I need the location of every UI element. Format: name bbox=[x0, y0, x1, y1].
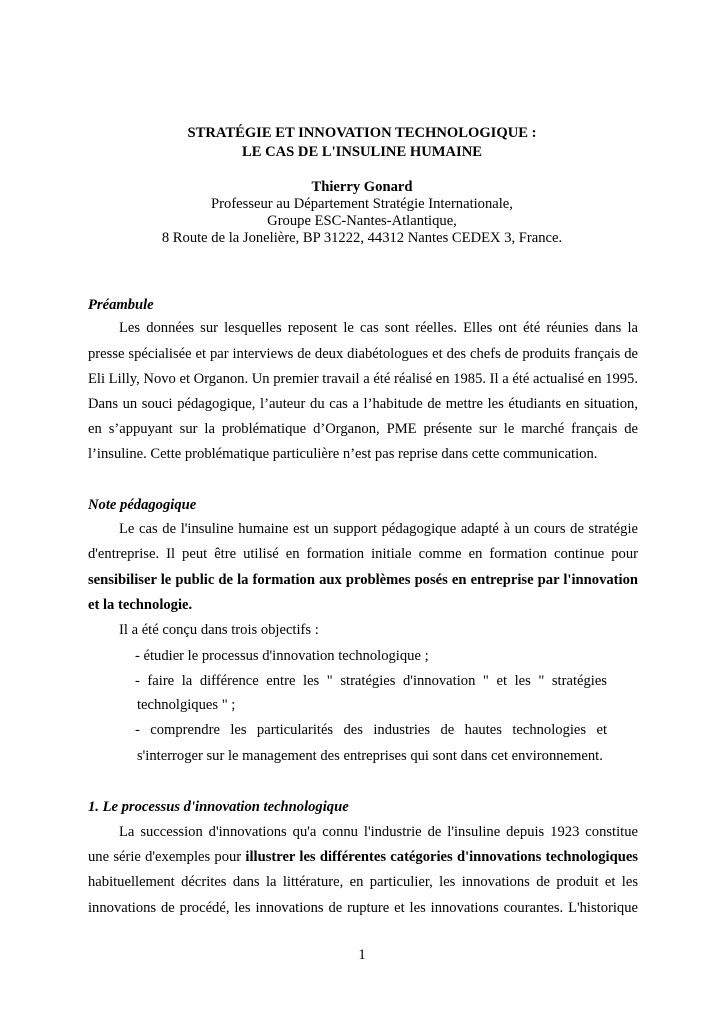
objective-item-continuation: technolgiques " ; bbox=[137, 697, 236, 713]
title-line-2: LE CAS DE L'INSULINE HUMAINE bbox=[241, 144, 483, 160]
affiliation-line-1: Professeur au Département Stratégie Internationale, bbox=[211, 196, 513, 212]
note-line-bold: et la technologie. bbox=[88, 597, 193, 613]
section-1-line: habituellement décrites dans la littérature, en particulier, les innovations de produit et les bbox=[88, 874, 638, 890]
section-1-heading: 1. Le processus d'innovation technologique bbox=[88, 799, 349, 815]
section-1-line: La succession d'innovations qu'a connu l'industrie de l'insuline depuis 1923 constitue bbox=[119, 824, 638, 840]
note-line-bold: sensibiliser le public de la formation aux problèmes posés en entreprise par l'innovation bbox=[88, 572, 638, 588]
preambule-line: presse spécialisée et par interviews de deux diabétologues et des chefs de produits français de bbox=[88, 346, 638, 362]
preambule-line: l’insuline. Cette problématique particulière n’est pas reprise dans cette communication. bbox=[88, 446, 598, 462]
note-line: Le cas de l'insuline humaine est un support pédagogique adapté à un cours de stratégie bbox=[119, 521, 638, 537]
preambule-line: en s’appuyant sur la problématique d’Organon, PME présente sur le marché français de bbox=[88, 421, 638, 437]
note-heading: Note pédagogique bbox=[88, 497, 197, 513]
note-objectives-intro: Il a été conçu dans trois objectifs : bbox=[119, 622, 319, 638]
section-1-line-bold-part: illustrer les différentes catégories d'innovations technologiques bbox=[245, 849, 638, 865]
preambule-heading: Préambule bbox=[88, 297, 154, 313]
affiliation-line-2: Groupe ESC-Nantes-Atlantique, bbox=[267, 213, 457, 229]
title-line-1: STRATÉGIE ET INNOVATION TECHNOLOGIQUE : bbox=[187, 125, 537, 141]
page-number: 1 bbox=[358, 947, 366, 963]
objective-item-continuation: s'interroger sur le management des entreprises qui sont dans cet environnement. bbox=[137, 748, 603, 764]
note-line: d'entreprise. Il peut être utilisé en formation initiale comme en formation continue pour bbox=[88, 546, 638, 562]
objective-item: - comprendre les particularités des industries de hautes technologies et bbox=[135, 722, 607, 738]
author-name: Thierry Gonard bbox=[311, 179, 413, 195]
preambule-line: Eli Lilly, Novo et Organon. Un premier travail a été réalisé en 1985. Il a été actualisé en 1995. bbox=[88, 371, 638, 387]
address-line: 8 Route de la Jonelière, BP 31222, 44312 Nantes CEDEX 3, France. bbox=[161, 230, 563, 246]
objective-item: - étudier le processus d'innovation technologique ; bbox=[135, 648, 429, 664]
objective-item: - faire la différence entre les " stratégies d'innovation " et les " stratégies bbox=[135, 673, 607, 689]
section-1-line-mixed bbox=[88, 849, 638, 866]
preambule-line: Dans un souci pédagogique, l’auteur du cas a l’habitude de mettre les étudiants en situation, bbox=[88, 396, 638, 412]
section-1-line-plain-part: une série d'exemples pour bbox=[88, 849, 246, 865]
preambule-line: Les données sur lesquelles reposent le cas sont réelles. Elles ont été réunies dans la bbox=[119, 320, 638, 336]
section-1-line: innovations de procédé, les innovations de rupture et les innovations courantes. L'historique bbox=[88, 900, 638, 916]
